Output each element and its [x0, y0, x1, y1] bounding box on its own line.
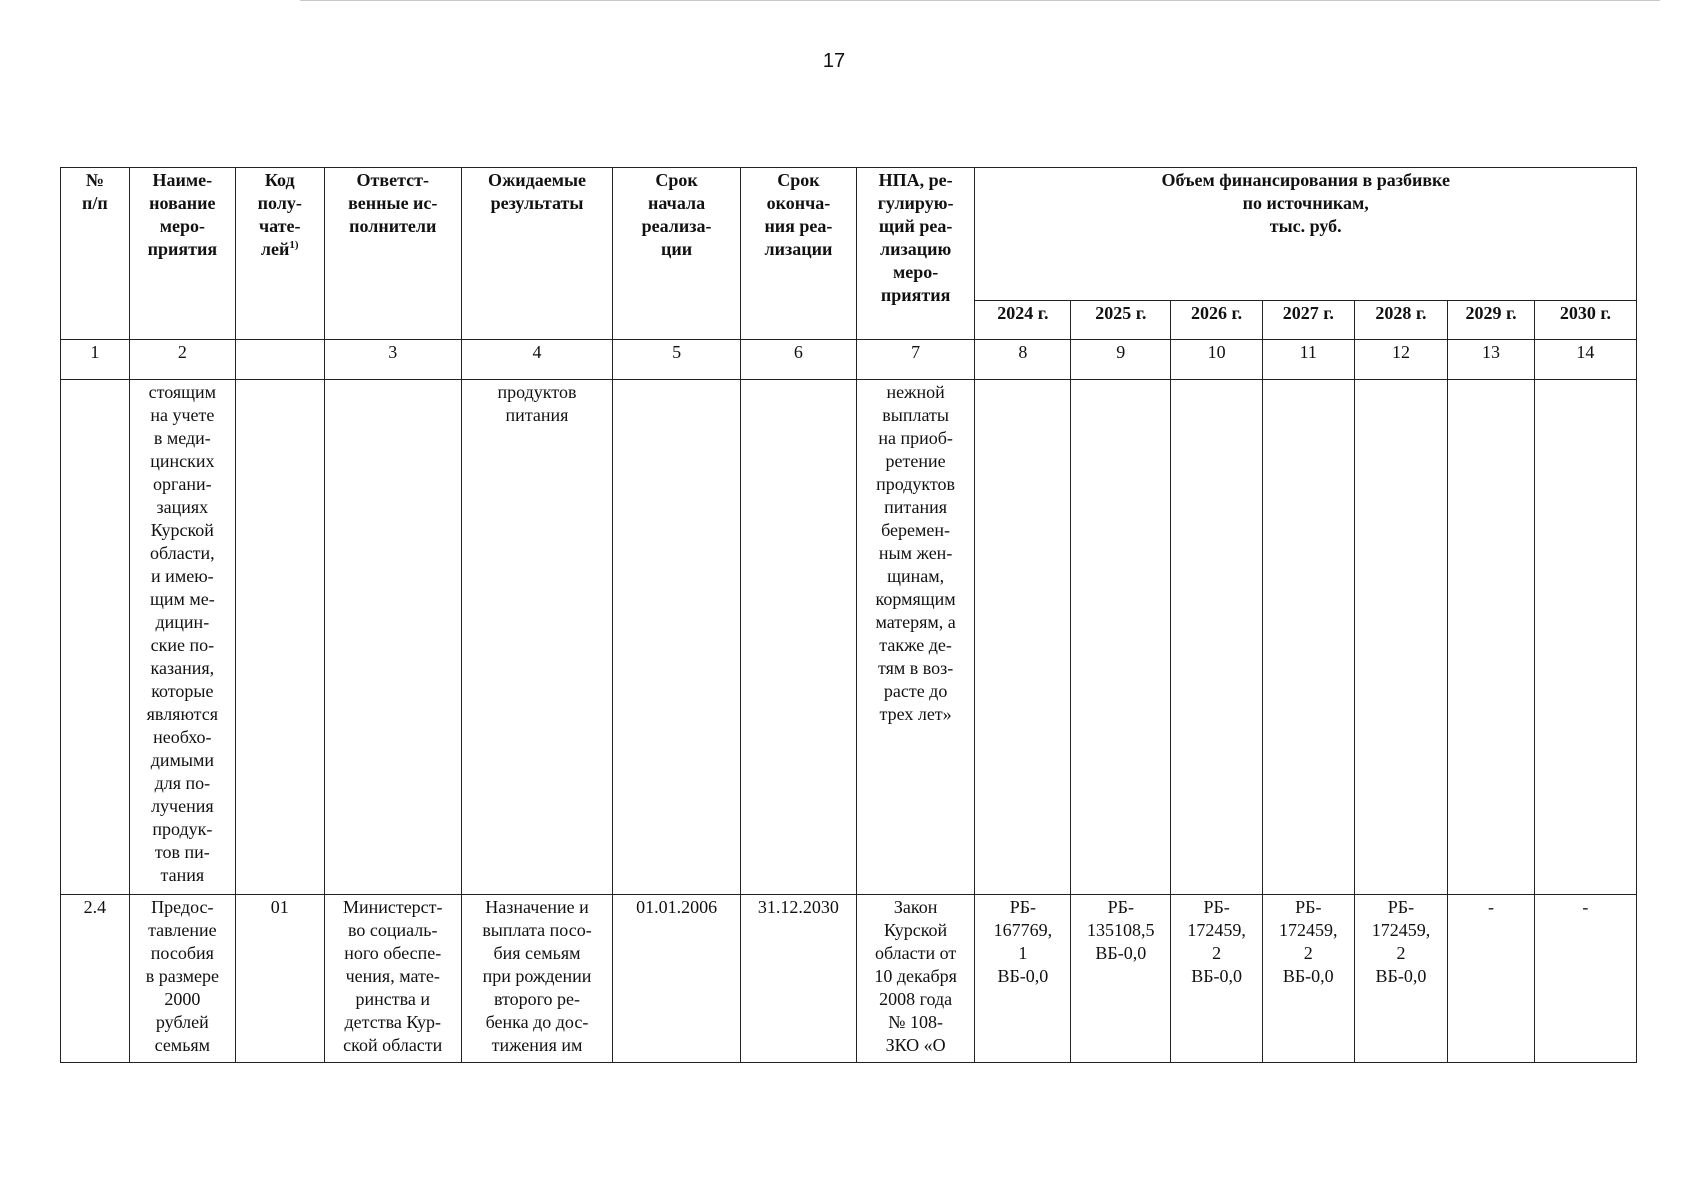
- cell-end-date: [741, 380, 857, 895]
- cell-funding: [975, 380, 1071, 895]
- table-row: [61, 380, 1637, 895]
- cell-funding: -: [1534, 895, 1636, 1063]
- column-number: 7: [856, 340, 975, 380]
- cell-funding: [1171, 380, 1263, 895]
- header-row: [61, 168, 1637, 301]
- cell-start-date: [613, 380, 741, 895]
- column-number: 11: [1262, 340, 1354, 380]
- cell-responsible: Министерст- во социаль- ного обеспе- чения, мате- ринства и детства Кур- ской области: [324, 895, 461, 1063]
- page-number: 17: [822, 50, 846, 72]
- column-number: 9: [1071, 340, 1171, 380]
- cell-funding: РБ- 172459, 2 ВБ-0,0: [1171, 895, 1263, 1063]
- column-number: 6: [741, 340, 857, 380]
- footnote-marker: 1): [289, 239, 299, 251]
- column-number: 14: [1534, 340, 1636, 380]
- cell-legal-act: нежной выплаты на приоб- ретение продуктов питания беремен- ным жен- щинам, кормящим матерям, а также де- тям в воз- расте до трех лет»: [856, 380, 975, 895]
- header-start-date: Срок начала реализа- ции: [613, 168, 741, 340]
- cell-funding: РБ- 172459, 2 ВБ-0,0: [1262, 895, 1354, 1063]
- cell-funding: РБ- 167769, 1 ВБ-0,0: [975, 895, 1071, 1063]
- year-header: 2024 г.: [975, 301, 1071, 340]
- cell-activity-name: Предос- тавление пособия в размере 2000 рублей семьям: [129, 895, 235, 1063]
- column-number: 13: [1448, 340, 1534, 380]
- cell-responsible: [324, 380, 461, 895]
- cell-funding: РБ- 172459, 2 ВБ-0,0: [1354, 895, 1448, 1063]
- header-end-date: Срок оконча- ния реа- лизации: [741, 168, 857, 340]
- cell-funding: [1354, 380, 1448, 895]
- header-activity-name: Наиме- нование меро- приятия: [129, 168, 235, 340]
- column-number: [235, 340, 324, 380]
- year-header: 2030 г.: [1534, 301, 1636, 340]
- header-responsible: Ответст- венные ис- полнители: [324, 168, 461, 340]
- cell-recipient-code: [235, 380, 324, 895]
- column-number: 12: [1354, 340, 1448, 380]
- column-number: 1: [61, 340, 130, 380]
- cell-recipient-code: 01: [235, 895, 324, 1063]
- column-number-row: [61, 340, 1637, 380]
- year-header: 2025 г.: [1071, 301, 1171, 340]
- cell-expected-results: Назначение и выплата посо- бия семьям при рождении второго ре- бенка до дос- тижения им: [461, 895, 612, 1063]
- column-number: 3: [324, 340, 461, 380]
- header-recipient-code: [235, 168, 324, 340]
- column-number: 5: [613, 340, 741, 380]
- cell-activity-name: стоящим на учете в меди- цинских органи- зациях Курской области, и имею- щим ме- дицин- ские по- казания, которые являются необхо- димыми для по- лучения продук- тов пи- тания: [129, 380, 235, 895]
- cell-number: [61, 380, 130, 895]
- financing-table: [60, 167, 1637, 1063]
- column-number: 8: [975, 340, 1071, 380]
- year-header: 2026 г.: [1171, 301, 1263, 340]
- column-number: 10: [1171, 340, 1263, 380]
- cell-funding: [1534, 380, 1636, 895]
- cell-funding: [1448, 380, 1534, 895]
- cell-number: 2.4: [61, 895, 130, 1063]
- cell-funding: -: [1448, 895, 1534, 1063]
- cell-funding: [1262, 380, 1354, 895]
- header-number: № п/п: [61, 168, 130, 340]
- cell-start-date: 01.01.2006: [613, 895, 741, 1063]
- column-number: 2: [129, 340, 235, 380]
- table-row: [61, 895, 1637, 1063]
- cell-funding: [1071, 380, 1171, 895]
- year-header: 2029 г.: [1448, 301, 1534, 340]
- column-number: 4: [461, 340, 612, 380]
- year-header: 2027 г.: [1262, 301, 1354, 340]
- header-legal-act: НПА, ре- гулирую- щий реа- лизацию меро- приятия: [856, 168, 975, 340]
- page-top-edge-line: [300, 0, 1660, 1]
- year-header: 2028 г.: [1354, 301, 1448, 340]
- header-recipient-code-text: Код полу- чате- лей: [257, 170, 302, 259]
- header-funding: Объем финансирования в разбивке по источникам, тыс. руб.: [975, 168, 1637, 301]
- header-expected-results: Ожидаемые результаты: [461, 168, 612, 340]
- cell-expected-results: продуктов питания: [461, 380, 612, 895]
- cell-funding: РБ- 135108,5 ВБ-0,0: [1071, 895, 1171, 1063]
- cell-legal-act: Закон Курской области от 10 декабря 2008 года № 108- ЗКО «О: [856, 895, 975, 1063]
- cell-end-date: 31.12.2030: [741, 895, 857, 1063]
